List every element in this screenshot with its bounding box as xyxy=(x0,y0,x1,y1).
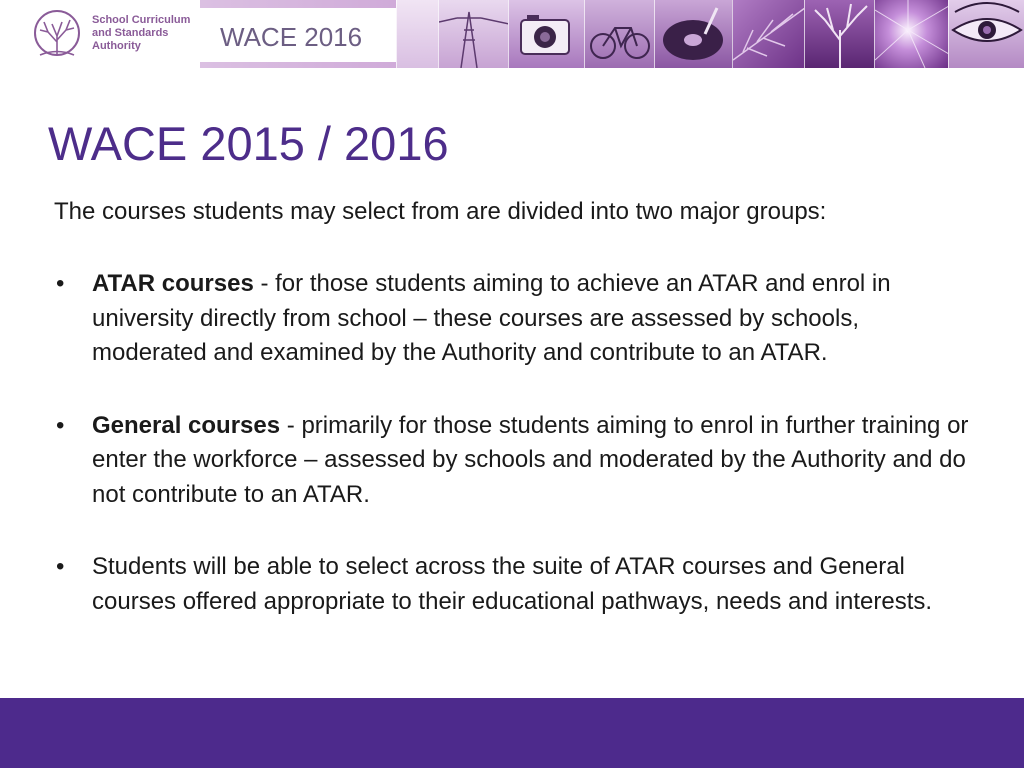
logo-text xyxy=(92,14,190,53)
header-banner xyxy=(0,0,1024,68)
photo-tile xyxy=(654,0,732,68)
slide-title: WACE 2015 / 2016 xyxy=(48,117,449,170)
bullet-dot: • xyxy=(56,553,65,580)
photo-tile xyxy=(874,0,948,68)
bullet-text: - primarily for those students aiming to enrol in further training or enter the workforce – assessed by schools and moderated by the Authority and do not contribute to an ATAR. xyxy=(92,411,969,508)
eye-icon xyxy=(949,0,1024,68)
bicycle-icon xyxy=(585,0,654,68)
bullet-atar-courses xyxy=(54,267,974,371)
logo-line: School Curriculum xyxy=(92,14,191,26)
record-player-icon xyxy=(655,0,732,68)
wace-badge-label: WACE 2016 xyxy=(220,22,363,52)
wace-badge xyxy=(200,8,396,62)
tree-icon xyxy=(805,0,874,68)
footer-bar xyxy=(0,698,1024,768)
bullet-course-selection xyxy=(54,550,974,619)
photo-tile xyxy=(508,0,584,68)
power-pylon-icon xyxy=(439,0,508,68)
intro-text: The courses students may select from are divided into two major groups: xyxy=(54,198,827,225)
logo xyxy=(0,0,200,68)
logo-line: and Standards xyxy=(92,27,169,39)
tree-logo-icon xyxy=(26,8,88,62)
photo-strip xyxy=(396,0,1024,68)
bullet-dot: • xyxy=(56,411,65,439)
photo-tile xyxy=(396,0,438,68)
bullet-lead: General courses xyxy=(92,411,281,439)
bullet-text: Students will be able to select across the suite of ATAR courses and General courses offered appropriate to their educational pathways, needs and interests. xyxy=(92,553,933,615)
photo-tile xyxy=(438,0,508,68)
bullet-general-courses xyxy=(54,409,974,513)
bullet-list xyxy=(54,267,974,657)
logo-line: Authority xyxy=(92,40,141,52)
camera-icon xyxy=(509,0,584,68)
photo-tile xyxy=(948,0,1024,68)
leaf-icon xyxy=(733,0,804,68)
sunburst-icon xyxy=(875,0,948,68)
bullet-dot: • xyxy=(56,270,65,297)
photo-tile xyxy=(732,0,804,68)
photo-tile xyxy=(584,0,654,68)
bullet-lead: ATAR courses xyxy=(92,270,254,297)
bullet-text: - for those students aiming to achieve an ATAR and enrol in university directly from school – these courses are assessed by schools, moderated and examined by the Authority and contribute to an ATAR. xyxy=(92,270,891,366)
photo-tile xyxy=(804,0,874,68)
